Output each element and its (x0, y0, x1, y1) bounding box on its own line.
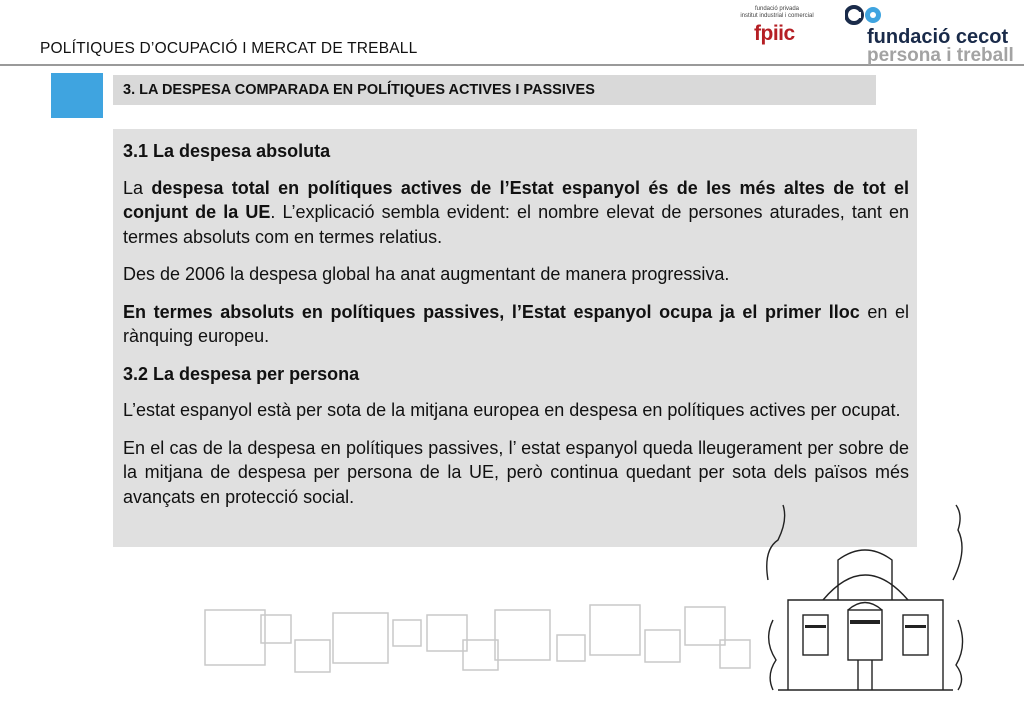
p1-bold: despesa total en polítiques actives de l’Estat espanyol és de les més altes de tot el conjunt de la UE (123, 177, 910, 222)
fpiic-caption-line2: institut industrial i comercial (740, 13, 814, 19)
accent-square (51, 73, 103, 118)
building-illustration-icon (758, 500, 973, 700)
paragraph-passive-per-person: En el cas de la despesa en polítiques passives, l’ estat espanyol queda lleugerament per sobre de la mitjana de despesa per persona de la UE, però continua quedant per sota dels països més avançats en protecció social. (123, 437, 909, 507)
p3-bold: En termes absoluts en polítiques passives, l’Estat espanyol ocupa ja el primer lloc (123, 301, 860, 322)
paragraph-active-per-employed: L’estat espanyol està per sota de la mitjana europea en despesa en polítiques actives per ocupat. (123, 400, 901, 420)
paragraph-growth: Des de 2006 la despesa global ha anat augmentant de manera progressiva. (123, 264, 730, 284)
heading-per-person-spending: 3.2 La despesa per persona (123, 363, 360, 384)
cecot-logo (845, 4, 1015, 64)
fpiic-logo (732, 6, 822, 62)
fpiic-caption-line1: fundació privada (754, 6, 800, 12)
cecot-logo-tagline: persona i treball (867, 45, 1014, 66)
cecot-logo-name: fundació cecot (867, 26, 1009, 48)
p3-rest: en el rànquing europeu. (123, 301, 909, 346)
content-text (123, 139, 909, 522)
p1-rest: . L’explicació sembla evident: el nombre elevat de persones aturades, tant en termes absoluts com en termes relatius. (123, 202, 909, 247)
section-title: 3. LA DESPESA COMPARADA EN POLÍTIQUES ACTIVES I PASSIVES (123, 82, 595, 98)
heading-absolute-spending: 3.1 La despesa absoluta (123, 141, 331, 161)
fpiic-logo-caption (732, 6, 822, 20)
page-header-title: POLÍTIQUES D’OCUPACIÓ I MERCAT DE TREBALL (40, 40, 418, 57)
section-title-bar (113, 75, 876, 105)
content-panel (113, 129, 917, 547)
paragraph-passive-policies (123, 300, 909, 349)
fpiic-logo-text: fpiic (754, 22, 795, 45)
paragraph-active-policies (123, 176, 909, 250)
p1-lead: La (123, 177, 152, 198)
decorative-squares (195, 585, 795, 695)
